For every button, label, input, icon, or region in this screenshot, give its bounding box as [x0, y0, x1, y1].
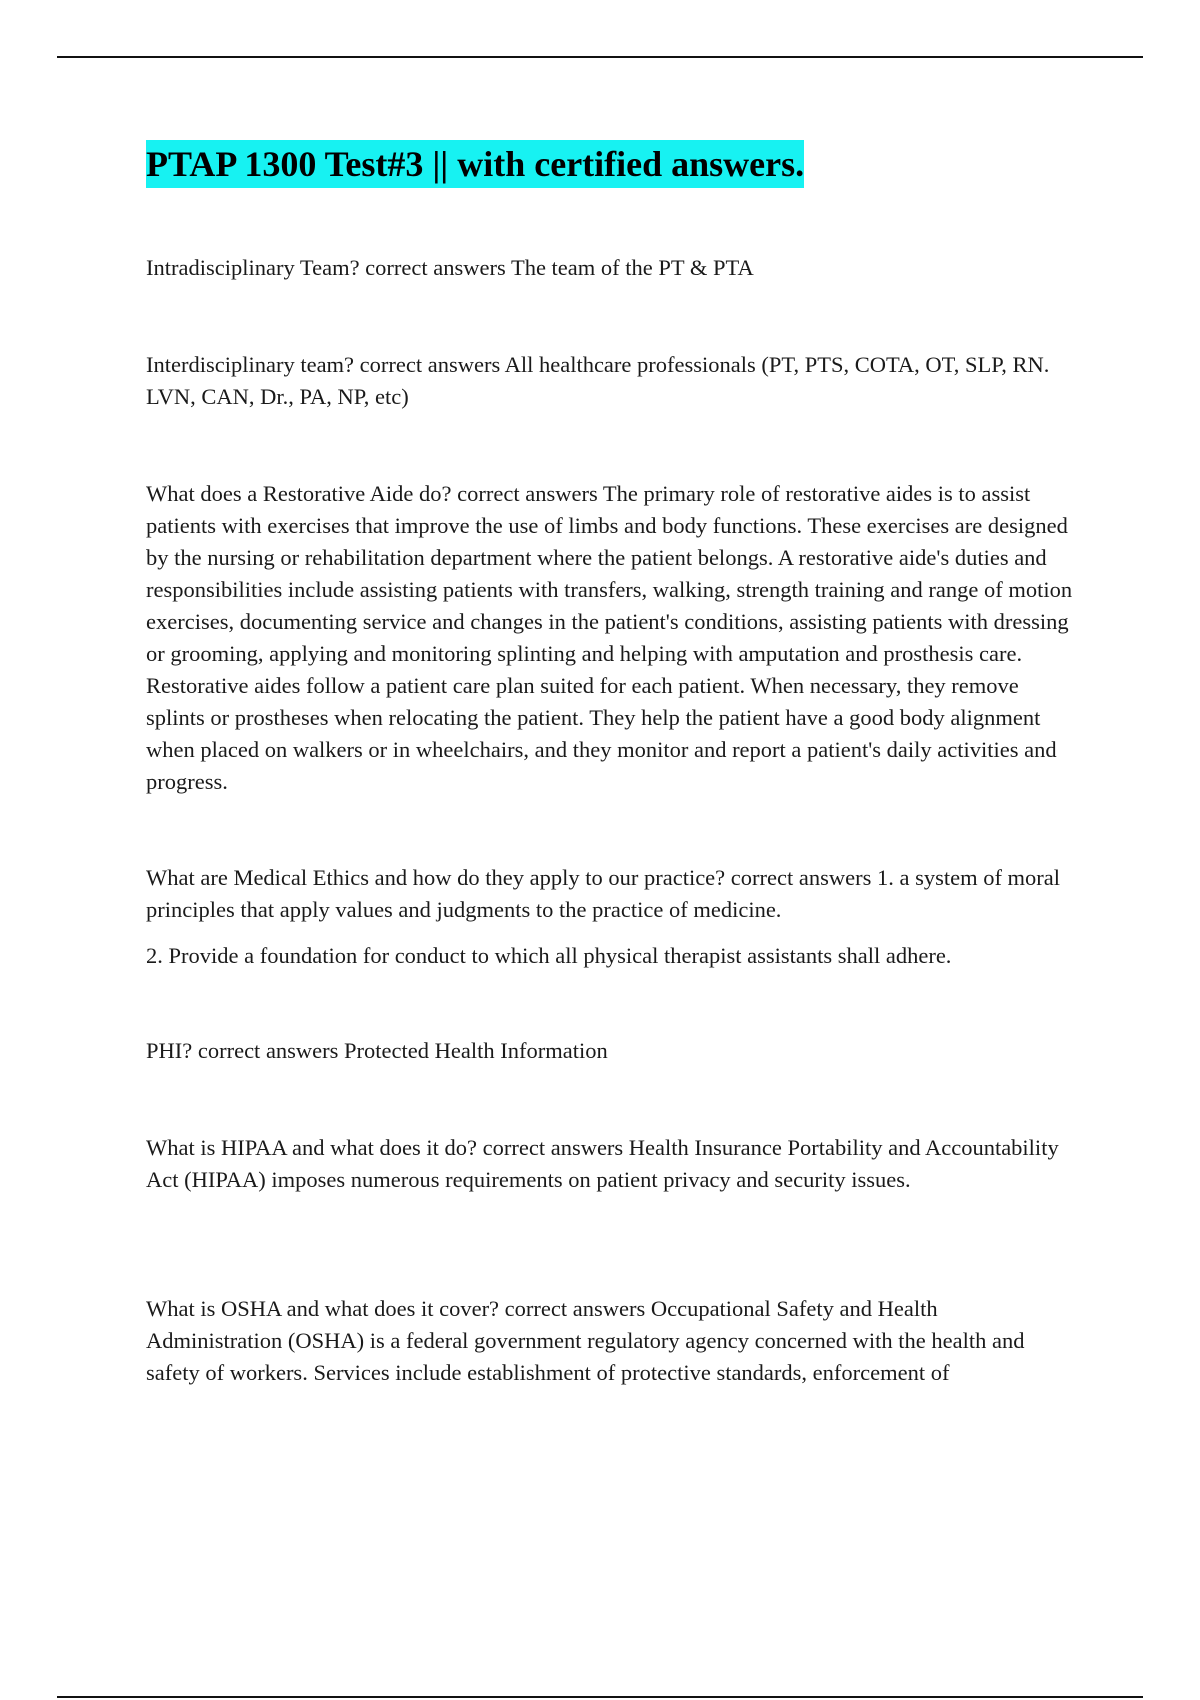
qa-entry-hipaa: What is HIPAA and what does it do? correct answers Health Insurance Portability and Accountability Act (HIPAA) imposes numerous requirements on patient privacy and security issues.: [146, 1135, 1059, 1192]
qa-entry-interdisciplinary: Interdisciplinary team? correct answers All healthcare professionals (PT, PTS, COTA, OT, SLP, RN. LVN, CAN, Dr., PA, NP, etc): [146, 352, 1050, 409]
header-rule: [57, 56, 1143, 58]
qa-entry-medical-ethics: What are Medical Ethics and how do they apply to our practice? correct answers 1. a system of moral principles that apply values and judgments to the practice of medicine.: [146, 865, 1061, 922]
qa-entry-osha: What is OSHA and what does it cover? correct answers Occupational Safety and Health Administration (OSHA) is a federal government regulatory agency concerned with the health and safety of workers. Services include establishment of protective standards, enforcement of: [146, 1296, 1025, 1385]
document-title: PTAP 1300 Test#3 || with certified answers.: [146, 140, 804, 188]
footer-rule: [57, 1696, 1143, 1698]
qa-entry-intradisciplinary: Intradisciplinary Team? correct answers The team of the PT & PTA: [146, 255, 754, 280]
qa-entry-phi: PHI? correct answers Protected Health Information: [146, 1038, 608, 1063]
document-body: [146, 140, 1076, 1385]
qa-entry-medical-ethics-continuation: 2. Provide a foundation for conduct to which all physical therapist assistants shall adhere.: [146, 943, 952, 968]
qa-entry-restorative-aide: What does a Restorative Aide do? correct answers The primary role of restorative aides is to assist patients with exercises that improve the use of limbs and body functions. These exercises are designed by the nursing or rehabilitation department where the patient belongs. A restorative aide's duties and responsibilities include assisting patients with transfers, walking, strength training and range of motion exercises, documenting service and changes in the patient's conditions, assisting patients with dressing or grooming, applying and monitoring splinting and helping with amputation and prosthesis care. Restorative aides follow a patient care plan suited for each patient. When necessary, they remove splints or prostheses when relocating the patient. They help the patient have a good body alignment when placed on walkers or in wheelchairs, and they monitor and report a patient's daily activities and progress.: [146, 481, 1073, 794]
